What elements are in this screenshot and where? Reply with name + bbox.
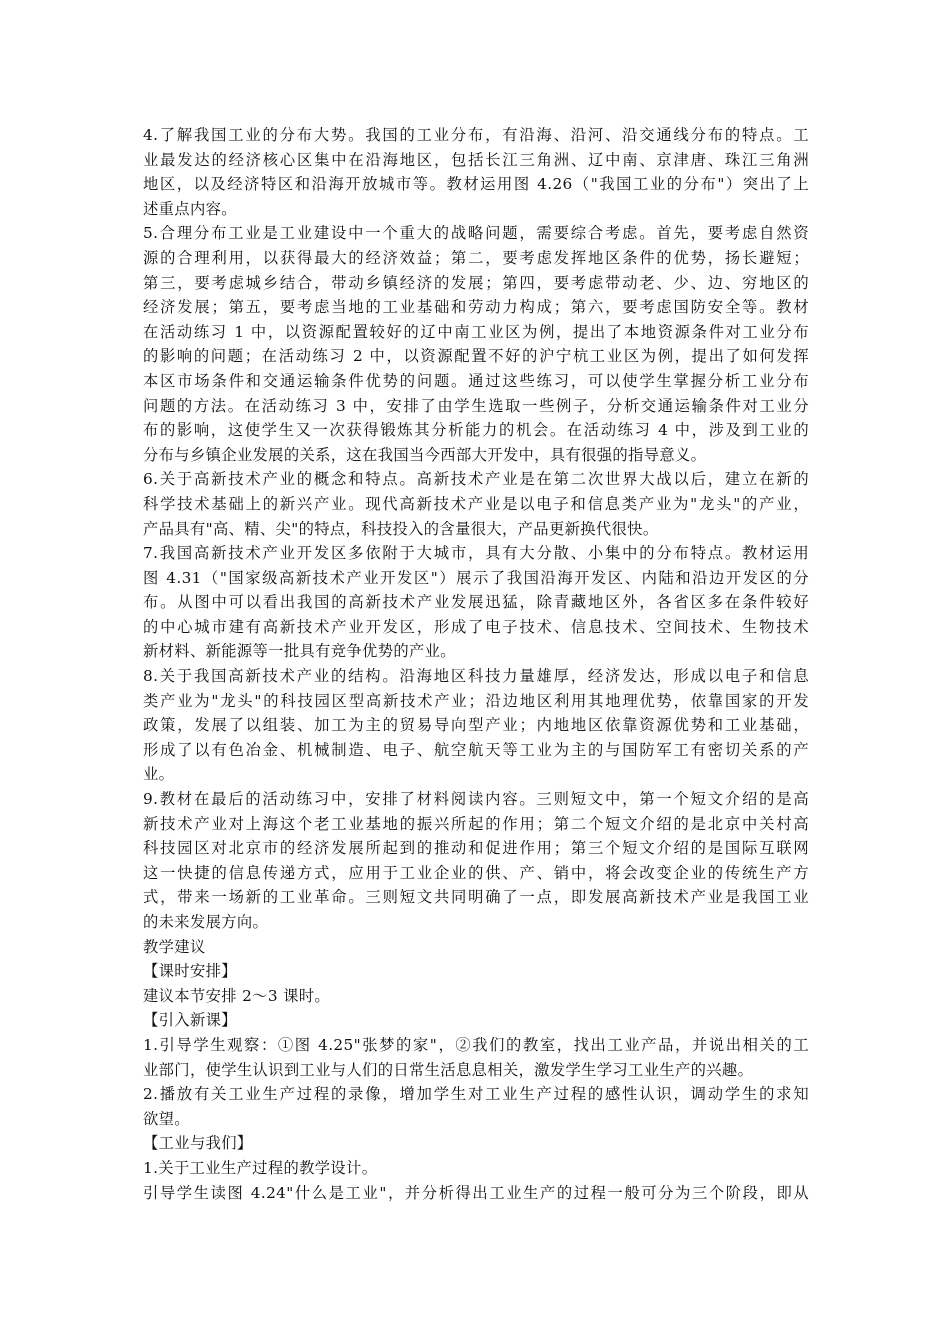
text-line: 业部门，使学生认识到工业与人们的日常生活息息相关，激发学生学习工业生产的兴趣。 — [143, 1060, 754, 1079]
text-line: 9.教材在最后的活动练习中，安排了材料阅读内容。三则短文中，第一个短文介绍的是高 — [143, 790, 809, 809]
text-line: 的影响的问题；在活动练习 2 中，以资源配置不好的沪宁杭工业区为例，提出了如何发挥 — [143, 347, 809, 366]
text-line: 新材料、新能源等一批具有竞争优势的产业。 — [143, 642, 456, 661]
text-line: 第三，要考虑城乡结合，带动乡镇经济的发展；第四，要考虑带动老、少、边、穷地区的 — [143, 273, 809, 292]
section-heading: 教学建议 — [143, 937, 206, 956]
text-line: 新技术产业对上海这个老工业基地的振兴所起的作用；第二个短文介绍的是北京中关村高 — [143, 814, 809, 833]
text-line: 引导学生读图 4.24"什么是工业"，并分析得出工业生产的过程一般可分为三个阶段，即从 — [143, 1183, 809, 1202]
text-line: 7.我国高新技术产业开发区多依附于大城市，具有大分散、小集中的分布特点。教材运用 — [143, 544, 809, 563]
text-line: 欲望。 — [143, 1109, 190, 1128]
text-line: 在活动练习 1 中，以资源配置较好的辽中南工业区为例，提出了本地资源条件对工业分布 — [143, 322, 809, 341]
text-line: 类产业为"龙头"的科技园区型高新技术产业；沿边地区利用其地理优势，依靠国家的开发 — [143, 691, 809, 710]
text-line: 述重点内容。 — [143, 199, 237, 218]
section-heading: 【引入新课】 — [143, 1011, 237, 1030]
text-line: 产品具有"高、精、尖"的特点，科技投入的含量很大，产品更新换代很快。 — [143, 519, 659, 538]
text-line: 业。 — [143, 765, 175, 784]
text-line: 科技园区对北京市的经济发展所起到的推动和促进作用；第三个短文介绍的是国际互联网 — [143, 839, 809, 858]
text-line: 建议本节安排 2～3 课时。 — [143, 986, 331, 1005]
text-line: 的中心城市建有高新技术产业开发区，形成了电子技术、信息技术、空间技术、生物技术 — [143, 617, 809, 636]
text-line: 本区市场条件和交通运输条件优势的问题。通过这些练习，可以使学生掌握分析工业分布 — [143, 371, 809, 390]
text-line: 经济发展；第五，要考虑当地的工业基础和劳动力构成；第六，要考虑国防安全等。教材 — [143, 298, 809, 317]
text-line: 2.播放有关工业生产过程的录像，增加学生对工业生产过程的感性认识，调动学生的求知 — [143, 1085, 809, 1104]
text-line: 政策，发展了以组装、加工为主的贸易导向型产业；内地地区依靠资源优势和工业基础， — [143, 716, 809, 735]
section-heading: 【课时安排】 — [143, 962, 237, 981]
text-line: 4.了解我国工业的分布大势。我国的工业分布，有沿海、沿河、沿交通线分布的特点。工 — [143, 126, 809, 144]
section-heading: 【工业与我们】 — [143, 1134, 253, 1153]
text-line: 式，带来一场新的工业革命。三则短文共同明确了一点，即发展高新技术产业是我国工业 — [143, 888, 809, 907]
text-line: 业最发达的经济核心区集中在沿海地区，包括长江三角洲、辽中南、京津唐、珠江三角洲 — [143, 150, 809, 169]
text-line: 源的合理利用，以获得最大的经济效益；第二，要考虑发挥地区条件的优势，扬长避短； — [143, 248, 809, 267]
text-line: 5.合理分布工业是工业建设中一个重大的战略问题，需要综合考虑。首先，要考虑自然资 — [143, 224, 809, 243]
text-line: 的未来发展方向。 — [143, 913, 269, 931]
text-line: 这一快捷的信息传递方式，应用于工业企业的供、产、销中，将会改变企业的传统生产方 — [143, 863, 809, 882]
text-line: 形成了以有色冶金、机械制造、电子、航空航天等工业为主的与国防军工有密切关系的产 — [143, 740, 809, 759]
text-line: 8.关于我国高新技术产业的结构。沿海地区科技力量雄厚，经济发达，形成以电子和信息 — [143, 667, 809, 686]
text-line: 图 4.31（"国家级高新技术产业开发区"）展示了我国沿海开发区、内陆和沿边开发区的分 — [143, 568, 809, 587]
text-line: 分布与乡镇企业发展的关系，这在我国当今西部大开发中，具有很强的指导意义。 — [143, 445, 707, 464]
text-line: 6.关于高新技术产业的概念和特点。高新技术产业是在第二次世界大战以后，建立在新的 — [143, 470, 809, 489]
text-line: 科学技术基础上的新兴产业。现代高新技术产业是以电子和信息类产业为"龙头"的产业， — [143, 494, 809, 513]
text-line: 1.引导学生观察：①图 4.25"张梦的家"，②我们的教室，找出工业产品，并说出相关的工 — [143, 1035, 809, 1054]
document-body — [143, 123, 809, 1205]
text-line: 1.关于工业生产过程的教学设计。 — [143, 1158, 378, 1177]
text-line: 布。从图中可以看出我国的高新技术产业发展迅猛，除青藏地区外，各省区多在条件较好 — [143, 593, 809, 612]
text-line: 问题的方法。在活动练习 3 中，安排了由学生选取一些例子，分析交通运输条件对工业分 — [143, 396, 809, 415]
text-line: 地区，以及经济特区和沿海开放城市等。教材运用图 4.26（"我国工业的分布"）突出了上 — [143, 175, 809, 194]
text-line: 布的影响，这使学生又一次获得锻炼其分析能力的机会。在活动练习 4 中，涉及到工业的 — [143, 421, 809, 440]
